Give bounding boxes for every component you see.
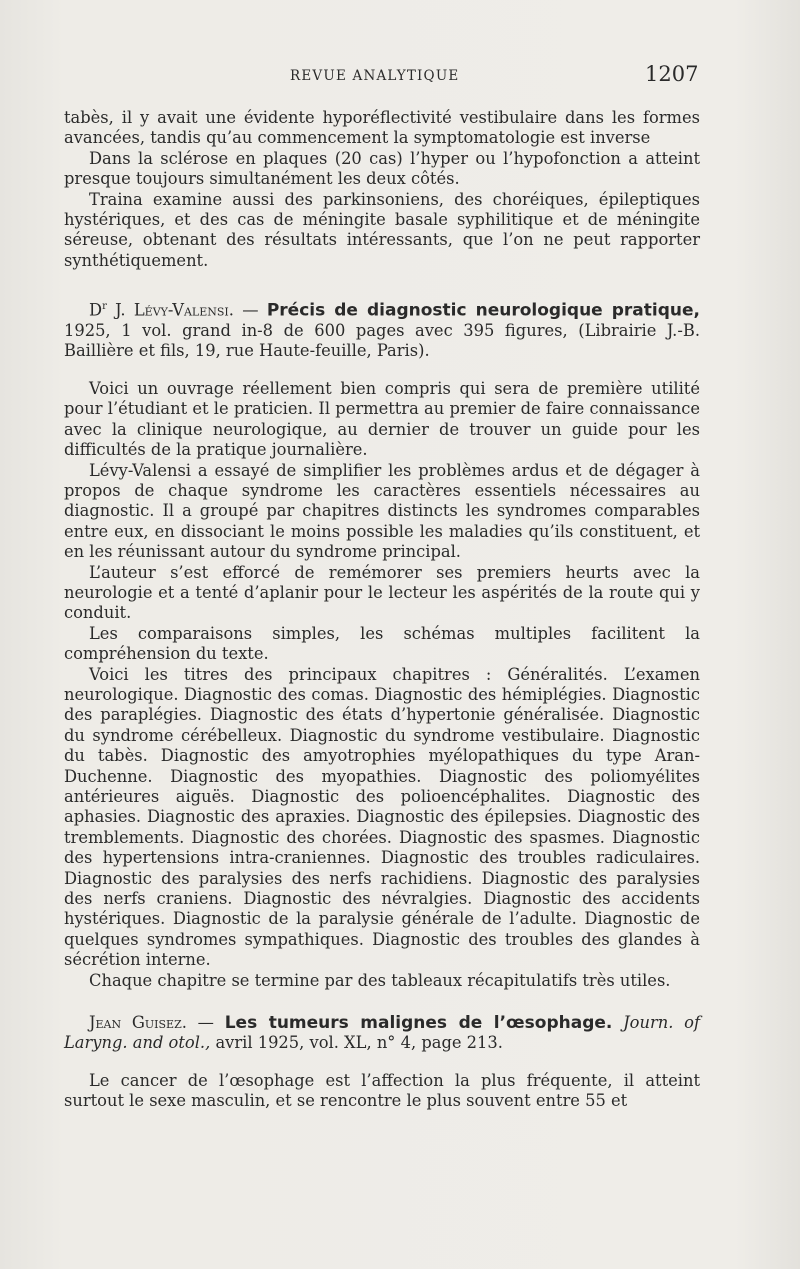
text-column	[64, 108, 700, 1112]
paragraph-ouvrage: Voici un ouvrage réellement bien compris qui sera de première utilité pour l’étudiant et le praticien. Il permettra au premier de faire connaissance avec la clinique neurologique, au dernier de trouver un guide pour les difficultés de la pratique journalière.	[64, 378, 700, 460]
paragraph-auteur: L’auteur s’est efforcé de remémorer ses premiers heurts avec la neurologie et a tenté d’aplanir pour le lecteur les aspérités de la route qui y conduit.	[64, 562, 700, 623]
paragraph-tabes: tabès, il y avait une évidente hyporéflectivité vestibulaire dans les formes avancées, tandis qu’au commencement la symptomatologie est inverse	[64, 108, 700, 148]
review2-journal: Journ. of Laryng. and otol.,	[64, 1013, 700, 1053]
page-header	[0, 62, 800, 92]
paragraph-cancer: Le cancer de l’œsophage est l’affection la plus fréquente, il atteint surtout le sexe masculin, et se rencontre le plus souvent entre 55 et	[64, 1070, 700, 1111]
review-book-title: Précis de diagnostic neurologique pratique,	[266, 300, 700, 321]
paragraph-chapitres: Voici les titres des principaux chapitres : Généralités. L’examen neurologique. Diagnostic des comas. Diagnostic des hémiplégies. Diagnostic des paraplégies. Diagnostic des états d’hypertonie généralisée. Diagnostic du syndrome cérébelleux. Diagnostic du syndrome vestibulaire. Diagnostic du tabès. Diagnostic des amyotrophies myélopathiques du type Aran-Duchenne. Diagnostic des myopathies. Diagnostic des poliomyélites antérieures aiguës. Diagnostic des polioencéphalites. Diagnostic des aphasies. Diagnostic des apraxies. Diagnostic des épilepsies. Diagnostic des tremblements. Diagnostic des chorées. Diagnostic des spasmes. Diagnostic des hypertensions intra-craniennes. Diagnostic des troubles radiculaires. Diagnostic des paralysies des nerfs rachidiens. Diagnostic des paralysies des nerfs craniens. Diagnostic des névralgies. Diagnostic des accidents hystériques. Diagnostic de la paralysie générale de l’adulte. Diagnostic de quelques syndromes sympathiques. Diagnostic des troubles des glandes à sécrétion interne.	[64, 664, 700, 970]
review-author-prefix: D	[89, 300, 103, 320]
review2-details: avril 1925, vol. XL, n° 4, page 213.	[210, 1033, 503, 1053]
paragraph-tableaux: Chaque chapitre se termine par des tableaux récapitulatifs très utiles.	[89, 970, 671, 990]
paragraph-comparaisons: Les comparaisons simples, les schémas multiples facilitent la compréhension du texte.	[64, 623, 700, 664]
review-author-name: J. Lévy-Valensi. —	[106, 300, 267, 320]
review2-title: Les tumeurs malignes de l’œsophage.	[224, 1013, 613, 1034]
review2-author: Jean Guisez. —	[89, 1013, 225, 1033]
review-book-details: 1925, 1 vol. grand in-8 de 600 pages avec 395 figures, (Librairie J.-B. Baillière et fils, 19, rue Haute-feuille, Paris).	[64, 321, 700, 361]
review-heading-levy-valensi	[64, 297, 700, 362]
running-title: REVUE ANALYTIQUE	[290, 68, 460, 84]
paragraph-sclerose: Dans la sclérose en plaques (20 cas) l’hyper ou l’hypofonction a atteint presque toujours simultanément les deux côtés.	[64, 148, 700, 189]
page-number: 1207	[645, 62, 699, 86]
paragraph-simplifier: Lévy-Valensi a essayé de simplifier les problèmes ardus et de dégager à propos de chaque syndrome les caractères essentiels nécessaires au diagnostic. Il a groupé par chapitres distincts les syndromes comparables entre eux, en dissociant le moins possible les maladies qu’ils constituent, et en les réunissant autour du syndrome principal.	[64, 460, 700, 562]
review-author-sup: r	[102, 301, 107, 313]
review-heading-guisez	[64, 1013, 700, 1054]
paragraph-traina: Traina examine aussi des parkinsoniens, des choréiques, épileptiques hystériques, et des cas de méningite basale syphilitique et de méningite séreuse, obtenant des résultats intéressants, que l’on ne peut rapporter synthétiquement.	[64, 189, 700, 270]
